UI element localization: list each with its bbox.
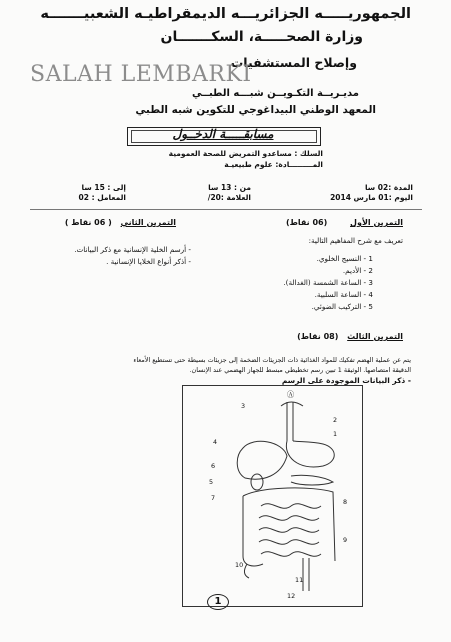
diagram-label: 1 bbox=[333, 430, 338, 438]
exercise2-points: ( 06 نقاط ) bbox=[64, 218, 112, 227]
watermark: SALAH LEMBARKI bbox=[30, 62, 252, 87]
document-label: Ⓐ bbox=[287, 390, 295, 399]
exercise3-text: يتم عن عملية الهضم تفكيك للمواد الغذائية ذات الجزيئات الضخمة إلى جزيئات بسيطة حتى تستطيع الأمعاء bbox=[133, 356, 411, 364]
reform-heading: وإصلاح المستشفيات bbox=[230, 55, 357, 70]
diagram-label: 11 bbox=[295, 576, 304, 584]
to-field: إلى : 15 سا bbox=[81, 183, 126, 192]
exercise3-label: التمرين الثالث bbox=[347, 332, 403, 341]
grade-field: العلامة :20/ bbox=[207, 193, 251, 202]
republic-heading: الجمهوريـــــه الجزائريـــه الديمقراطيـه الشعبيـــــــه bbox=[40, 6, 411, 22]
exercise1-item: 4 - الساعة السلبية. bbox=[314, 290, 373, 299]
institute-line: المعهد الوطني البيداغوجي للتكوين شبه الطبي bbox=[135, 104, 376, 116]
diagram-label: 12 bbox=[287, 592, 296, 600]
exercise2-label: التمرين الثاني bbox=[120, 218, 176, 227]
diagram-label: 8 bbox=[343, 498, 348, 506]
exercise1-instruction: تعريف مع شرح المفاهيم التالية: bbox=[308, 236, 403, 245]
diagram-label: 6 bbox=[211, 462, 216, 470]
divider bbox=[30, 209, 422, 210]
diagram-label: 3 bbox=[241, 402, 246, 410]
duration-field: المدة :02 سا bbox=[364, 183, 413, 192]
exercise1-item: 1 - النسيج الخلوي. bbox=[316, 254, 373, 263]
exercise1-label: التمرين الأول bbox=[350, 218, 403, 227]
directorate-line: مديـريــة التكـويــن شبـــه الطبــي bbox=[191, 88, 359, 99]
exercise3-question: - ذكر البيانات الموجودة على الرسم bbox=[281, 376, 411, 385]
exercise3-points: (08 نقاط) bbox=[297, 332, 339, 341]
page-number: 1 bbox=[207, 594, 229, 610]
exercise1-item: 2 - الأديم. bbox=[342, 266, 373, 275]
exercise2-item: - أرسم الخلية الإنسانية مع ذكر البيانات. bbox=[74, 245, 191, 254]
diagram-label: 2 bbox=[333, 416, 338, 424]
exercise3-title bbox=[297, 332, 403, 341]
exercise1-points: (06 نقاط) bbox=[285, 218, 328, 227]
diagram-label: 4 bbox=[213, 438, 218, 446]
coef-field: المعامل : 02 bbox=[78, 193, 126, 202]
diagram-label: 10 bbox=[235, 561, 244, 569]
subject-line: المـــــــــادة: علوم طبيعيـة bbox=[224, 160, 323, 169]
ministry-heading: وزارة الصحـــــة، السكـــــــان bbox=[160, 29, 363, 45]
rank-line: السلك : مساعدو التمريض للصحة العمومية bbox=[168, 149, 323, 158]
diagram-label: 7 bbox=[211, 494, 216, 502]
exercise2-item: - أذكر أنواع الخلايا الإنسانية . bbox=[106, 257, 191, 266]
diagram-label: 9 bbox=[343, 536, 348, 544]
exam-title: مسابقـــــة الدخــول bbox=[172, 127, 274, 141]
from-field: من : 13 سا bbox=[208, 183, 251, 192]
exercise1-item: 3 - الساعة الشمسة (الغدالة). bbox=[283, 278, 373, 287]
exercise2-title bbox=[65, 218, 176, 227]
exercise1-item: 5 - التركيب الضوئي. bbox=[311, 302, 373, 311]
diagram-label: 5 bbox=[209, 478, 214, 486]
digestive-system-diagram bbox=[182, 385, 363, 607]
exercise1-title bbox=[286, 218, 403, 227]
exercise3-text: الدقيقة امتصاصها. الوثيقة 1 تبين رسم تخطيطي مبسط للجهاز الهضمي عند الإنسان. bbox=[189, 366, 411, 374]
date-field: اليوم :01 مارس 2014 bbox=[330, 193, 413, 202]
